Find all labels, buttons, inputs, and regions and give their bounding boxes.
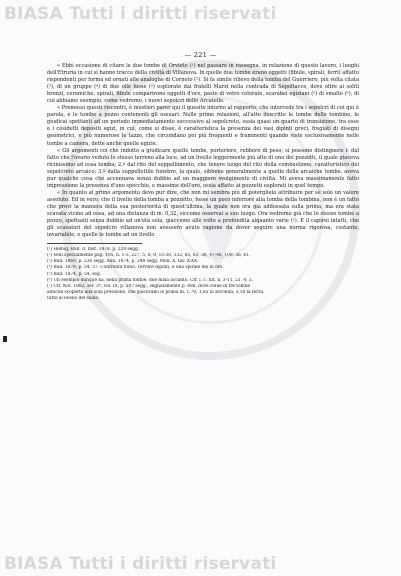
document-body bbox=[47, 63, 359, 302]
footnote-5: (⁵) Bull. 1874, p. 54, seg. bbox=[47, 271, 102, 277]
footnote-7-cont-2: tutte al livello del suolo. bbox=[47, 295, 100, 301]
footnote-4: (⁴) Bull. 1879, p. 54, 57. Confronta tomo, Terrore dipinti, e una spirale dei in oro. bbox=[47, 265, 224, 271]
footnotes bbox=[47, 247, 359, 302]
paragraph-1: « Ebbi occasione di citare le due tombe di Orvieto (¹) nel passare in rassegna, in relazione di questo lavoro, i luoghi dell'Etruria in cui si hanno tracce della civiltà di Villanova. In quelle due tombe erano oggetti (fibule, spirali, ferri) affatto rispondenti per forma ed ornati alle analoghe di Corneto (²). Si fa simile rilievo della tomba del Guerriero, più volta citata (³), di un gruppo (⁴) di due olle fosse (⁵) esplorate dai fratelli Marzi nella contrada di Sepoltacce, dove oltre ai soliti bronzi, ceramiche, spirali, fibule comparirono oggetti d'oro, paste di vetro colorate, scarabei egiziani (⁵) di smalto (⁶), di cui abbiamo esempio, come vedremo, i nuovi sepolcri dello Arcatelle. bbox=[47, 63, 359, 105]
paragraph-3: « Gli argomenti coi che indotto a giudicare quelle tombe, porteriore, rebbero di peso, si possono distinguere i: dal fatto che l'ovario veduto lo stesso terreno alla luce, ad un livello leggermente più alto di uno dei pozzetti, il quale giaceva ricinissimo ad essa tomba; 2.º dal rito del seppellimento, che tenere luogo del rito della combustione, caratteristico dei sepolcreto arcaico; 3.º dalla suppellettile funebre, la quale, sibbene generalmente a quelle delle arcaiche tombe, aveva pur qualche cosa che accennava senza dubbio ad un maggiore svolgimento di civiltà. Mi aveva massimamente fatto impressione la presenza d'uno specchio, e massime dell'oro, ossia affatto ai pozzetti esplorati in quel tempo. bbox=[47, 147, 359, 189]
footnote-1: (¹) Helbig, Bull. d. Inst. 1878, p. 229 segg. bbox=[47, 247, 140, 253]
page-number-header: — 221 — bbox=[184, 51, 217, 59]
paragraph-2: « Premessi questi riscontri, è mestieri parer qui il quesito intorno al rapporto, che intercede tra i sepolcri di cui qui è parola, e le tombe a pozzo contenenti gli ossuari. Nelle prime relazioni, all'atto descritte le tombe delle tombine, le giudicai spettanti ad un periodo immediatamente successivo al sepolcreto, ossia quasi un quarto di transizione, tra esse e i cosidetti depositi egizi, in cui, come si disse, è caratteristica la presenza dei vasi dipinti greci, fregiati di disegni geometrici, e più numerose le tazze, che circondano poi più frequenti e frammenti quando viste esclusivamente nelle tombe a camera, dette anche quelle egizie. bbox=[47, 105, 359, 147]
margin-mark bbox=[3, 336, 7, 342]
footnote-7-cont-1: antiche scoperte alla sola pressione, che giacevano lo prima m. 1,70, 1,85 la seconda; 3,10 la terza, bbox=[47, 289, 265, 295]
watermark-top: BIASA Tutti i diritti riservati bbox=[4, 4, 277, 24]
footnote-6: (⁶) Un esempio dunque ha, nella prima tombe, due mala accanto. Cfr. l. c. XX, n. 3-11, 21, 4, 5. bbox=[47, 277, 253, 283]
footnote-3: (³) Bull. 1869, p. 236 segg. Ann. 1874, p. 248 segg. Mon. X, tav. X-XA. bbox=[47, 259, 199, 265]
footnote-7: (⁷) Cfr. Not. 1882, ser. 3ª, vol. IX, p. 207 segg., segnatamente p. 486, dove cinne di tre tombe bbox=[47, 283, 250, 289]
footnote-2: (²) Vedi specialmente pag. 195, n. 1-3, 227, 5, 8, 9, 15-30, 132, 85, 83, 39, 47-48, 109, 56, 61. bbox=[47, 253, 251, 259]
paragraph-4: « In quanto al primo argomento devo pur dire, che non mi sembra più di poterglielo attribuire per sè solo un valore assoluto. Ed in vero, che il livello della tomba a pozzetto, fosse un poco inferiore alla tomba della tombina, non è un fatto che provi la maniera della sua posteriorità di quest'ultima, la quale non era già addossata sulla prima, ma era stata scavata vicino ad essa, ad una distanza di m. 0,32, siccome osservai a suo luogo. Ora vedremo già che lo stesso tombe a pozzo, spettanti senza dubbio ad un'età sola, giacciono alle volte a profondità alquanto varie (¹). E il capirei intatti, che gli scavatori del sepolcro villanova non avessero avuto ragione da dover seguire una norma rigorosa, costante, invariabile, e quelle le tombe ad un livello bbox=[47, 189, 359, 239]
footnote-divider bbox=[47, 243, 142, 244]
watermark-bottom: BIASA Tutti i diritti riservati bbox=[4, 554, 277, 574]
